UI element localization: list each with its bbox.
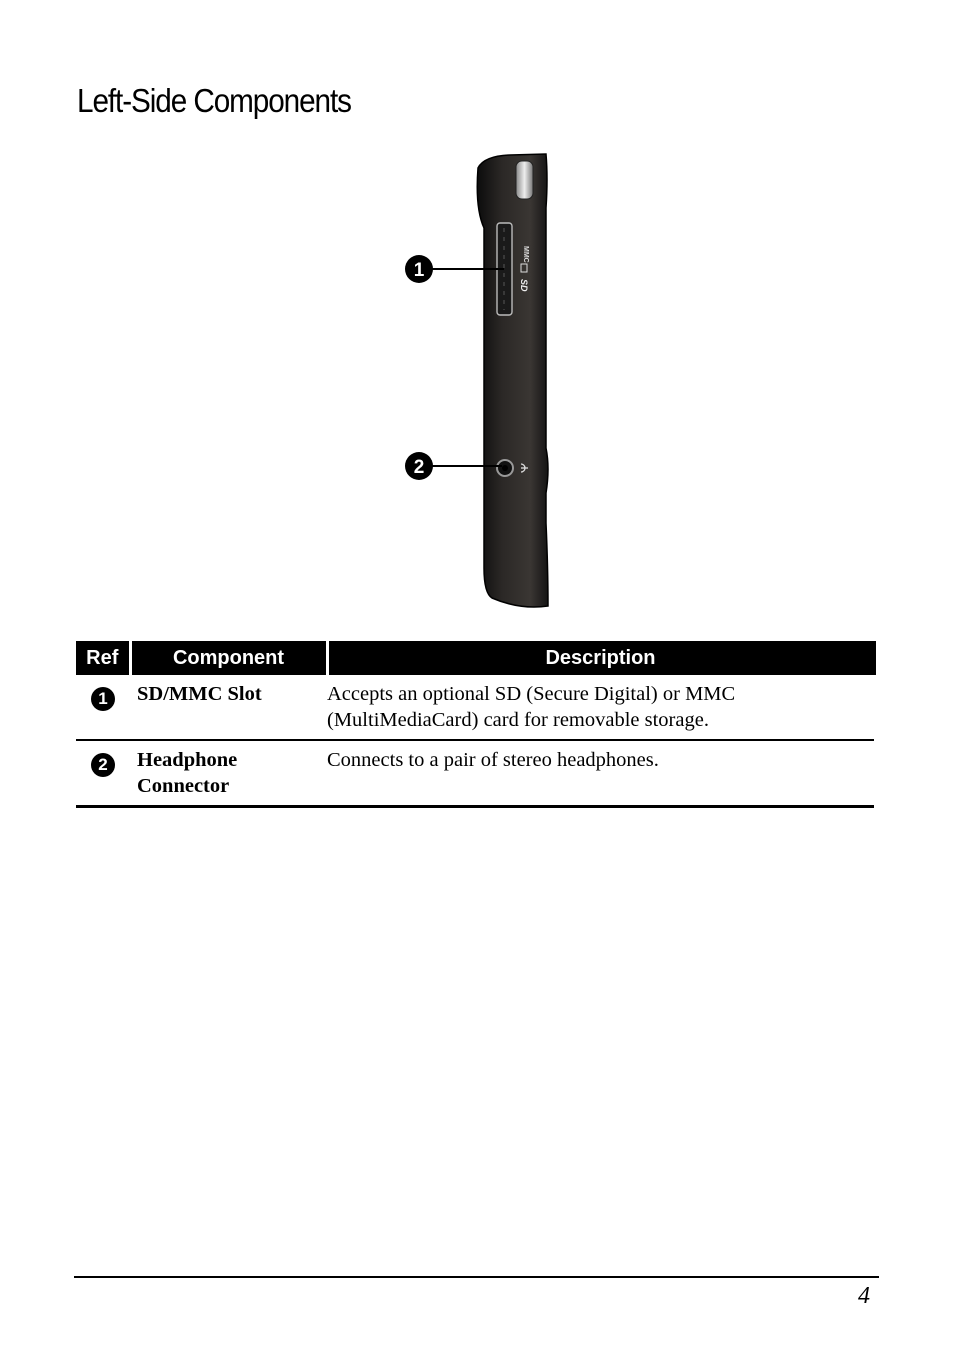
slot-marking — [522, 246, 529, 263]
header-ref: Ref — [76, 641, 130, 675]
footer-rule — [74, 1276, 879, 1278]
page-number: 4 — [858, 1283, 870, 1309]
sd-marking: SD — [519, 279, 529, 292]
device-left-side-figure — [380, 148, 580, 618]
device-illustration — [380, 148, 580, 618]
ref-badge: 2 — [91, 753, 115, 777]
svg-text:2: 2 — [413, 457, 425, 478]
description-cell: Connects to a pair of stereo headphones. — [327, 740, 874, 807]
ref-cell — [76, 675, 130, 740]
components-table — [76, 641, 876, 808]
table-row — [76, 675, 874, 740]
component-cell: Headphone Connector — [130, 740, 327, 807]
page-title: Left-Side Components — [77, 82, 351, 119]
component-cell: SD/MMC Slot — [130, 675, 327, 740]
device-body — [477, 154, 548, 607]
callout-2 — [405, 452, 433, 480]
ref-cell — [76, 740, 130, 807]
callout-1 — [405, 255, 433, 283]
svg-text:1: 1 — [413, 260, 425, 281]
ref-badge: 1 — [91, 687, 115, 711]
table-header-row — [76, 641, 874, 675]
power-button — [516, 161, 533, 199]
mmc-marking: MMC — [522, 246, 529, 263]
header-component: Component — [130, 641, 327, 675]
description-cell: Accepts an optional SD (Secure Digital) or MMC (MultiMediaCard) card for removable storage. — [327, 675, 874, 740]
header-description: Description — [327, 641, 874, 675]
table-row — [76, 740, 874, 807]
